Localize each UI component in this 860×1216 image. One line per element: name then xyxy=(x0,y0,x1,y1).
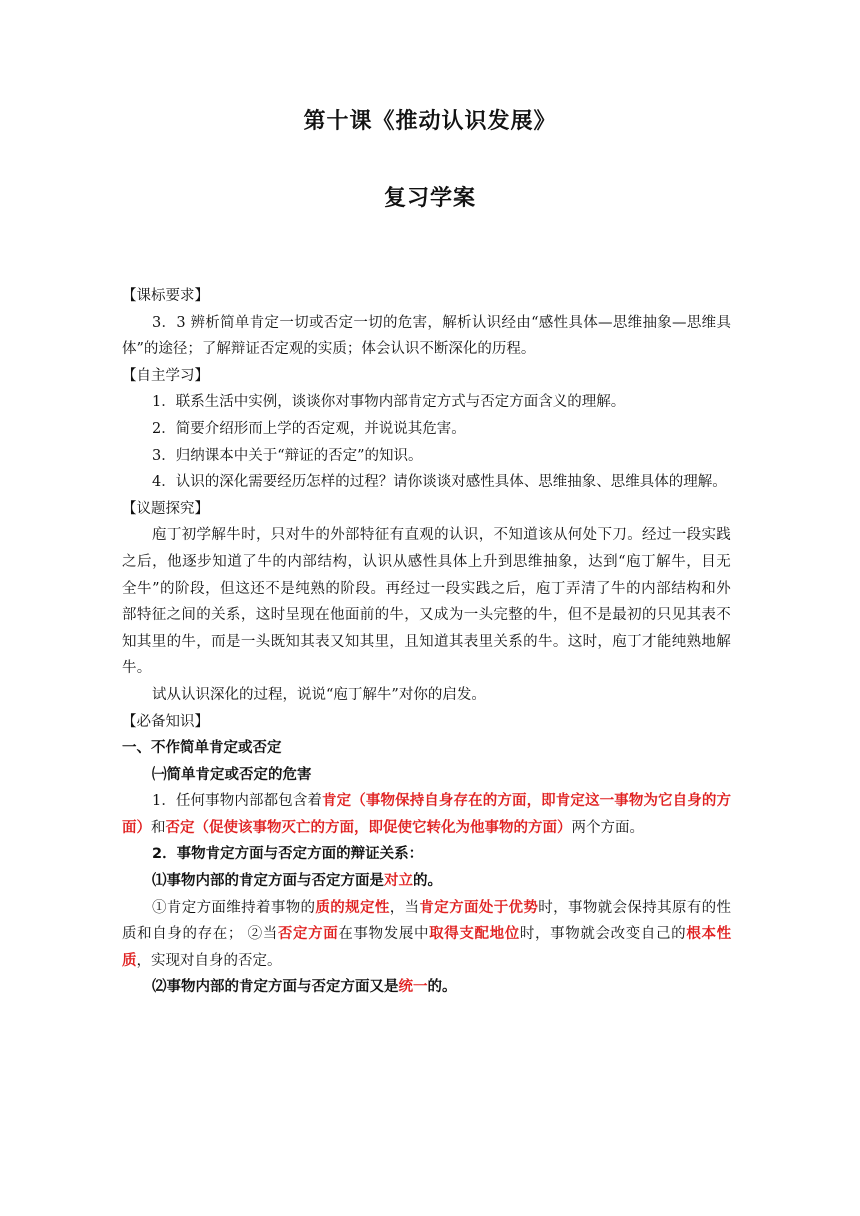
p4-d: 肯定方面处于优势 xyxy=(419,899,539,916)
section-heading-bibei: 【必备知识】 xyxy=(122,713,209,730)
bibei-heading-1: 一、不作简单肯定或否定 xyxy=(122,740,282,757)
yiti-question: 试从认识深化的过程，说说“庖丁解牛”对你的启发。 xyxy=(152,686,486,703)
p4-k: ，实现对自身的否定。 xyxy=(136,952,282,969)
document-subtitle: 复习学案 xyxy=(383,186,476,211)
section-heading-kebiao: 【课标要求】 xyxy=(122,288,209,304)
zizhu-item-2: 2．简要介绍形而上学的否定观，并说说其危害。 xyxy=(152,420,466,437)
p5-c: 的。 xyxy=(427,979,457,996)
p1-b: 肯定（事物保持自身存在的方面，即肯定这一事物为它自身的方面） xyxy=(122,793,731,836)
bibei-paragraph-3 xyxy=(122,868,731,895)
section-heading-yiti: 【议题探究】 xyxy=(122,500,209,517)
p4-f: 否定方面 xyxy=(277,926,339,943)
document-title: 第十课《推动认识发展》 xyxy=(303,109,557,134)
bibei-paragraph-5 xyxy=(122,974,731,1001)
yiti-case-text: 庖丁初学解牛时，只对牛的外部特征有直观的认识，不知道该从何处下刀。经过一段实践之后，他逐步知道了牛的内部结构，认识从感性具体上升到思维抽象，达到“庖丁解牛，目无全牛”的阶段，但这还不是纯熟的阶段。再经过一段实践之后，庖丁弄清了牛的内部结构和外部特征之间的关系，这时呈现在他面前的牛，又成为一头完整的牛，但不是最初的只见其表不知其里的牛，而是一头既知其表又知其里，且知道其表里关系的牛。这时，庖丁才能纯熟地解牛。 xyxy=(122,527,731,677)
bibei-heading-2: ㈠简单肯定或否定的危害 xyxy=(152,766,312,783)
p4-g: 在事物发展中 xyxy=(338,926,430,943)
bibei-paragraph-4 xyxy=(122,895,731,975)
document-body xyxy=(122,283,731,1001)
p3-b: 对立 xyxy=(384,873,413,890)
bibei-paragraph-2: 2．事物肯定方面与否定方面的辩证关系： xyxy=(152,846,424,863)
p4-a: ①肯定方面维持着事物的 xyxy=(152,899,316,916)
p5-a: ⑵事物内部的肯定方面与否定方面又是 xyxy=(152,979,399,996)
p3-a: ⑴事物内部的肯定方面与否定方面是 xyxy=(152,873,384,890)
p4-c: ，当 xyxy=(389,899,420,916)
p4-b: 质的规定性 xyxy=(315,899,390,916)
section-heading-zizhu: 【自主学习】 xyxy=(122,367,209,384)
p4-j: 根本性质 xyxy=(122,926,732,969)
p3-c: 的。 xyxy=(413,873,442,890)
p1-e: 两个方面。 xyxy=(571,819,644,836)
bibei-paragraph-1 xyxy=(122,788,731,841)
p1-c: 和 xyxy=(151,819,166,836)
p4-i: 时，事物就会改变自己的 xyxy=(519,926,687,943)
p1-a: 1．任何事物内部都包含着 xyxy=(152,793,323,810)
zizhu-item-4: 4．认识的深化需要经历怎样的过程？请你谈谈对感性具体、思维抽象、思维具体的理解。 xyxy=(152,474,727,491)
p1-d: 否定（促使该事物灭亡的方面，即促使它转化为他事物的方面） xyxy=(165,819,572,836)
p4-e: 时，事物就会保持其原有的性质和自身的存在； ②当 xyxy=(122,899,732,943)
p5-b: 统一 xyxy=(398,979,428,996)
kebiao-text: 3．3 辨析简单肯定一切或否定一切的危害，解析认识经由“感性具体—思维抽象—思维具体”的途径；了解辩证否定观的实质；体会认识不断深化的历程。 xyxy=(122,314,731,358)
zizhu-item-1: 1．联系生活中实例，谈谈你对事物内部肯定方式与否定方面含义的理解。 xyxy=(152,394,626,411)
p4-h: 取得支配地位 xyxy=(429,926,520,943)
zizhu-item-3: 3．归纳课本中关于“辩证的否定”的知识。 xyxy=(152,447,423,464)
